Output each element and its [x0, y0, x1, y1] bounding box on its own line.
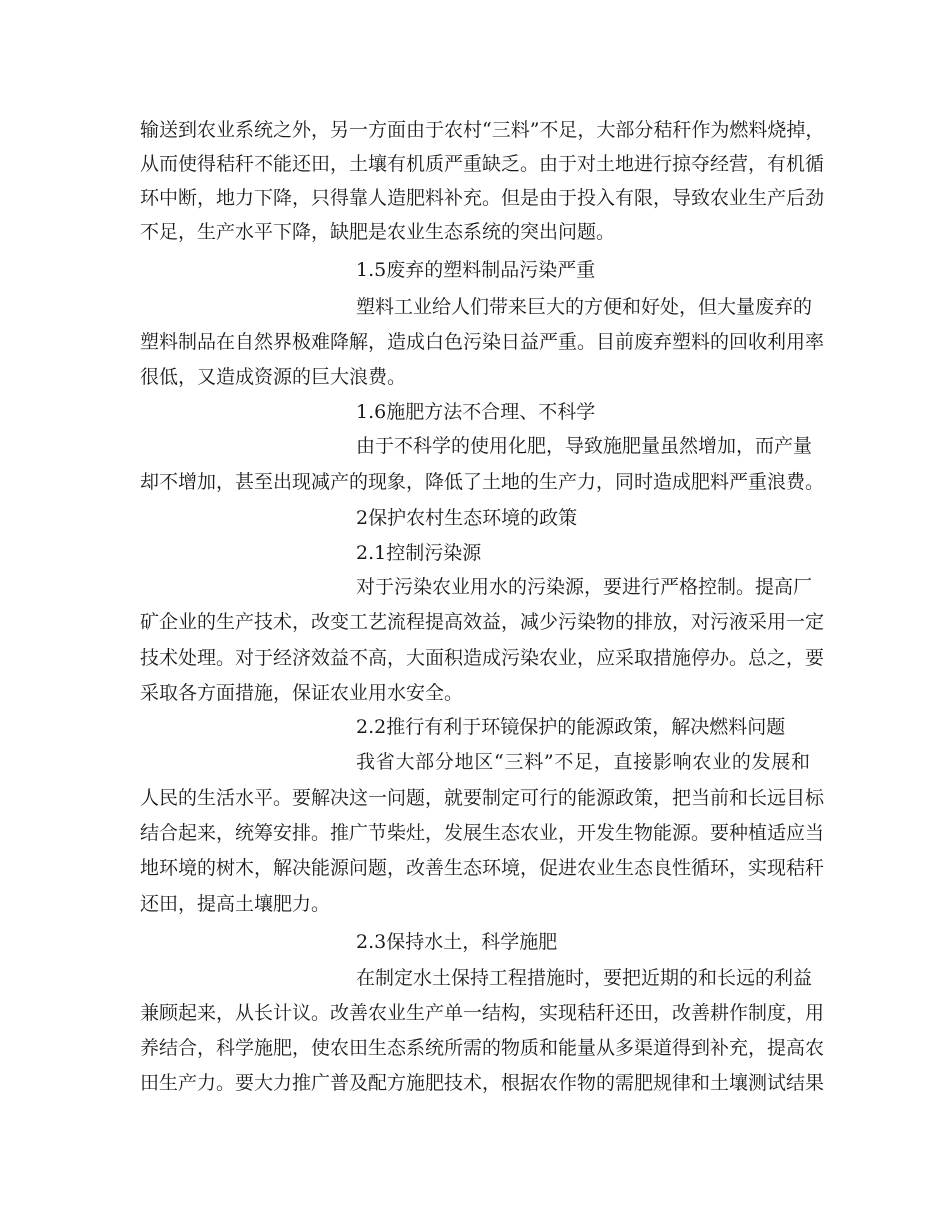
- body-line: 兼顾起来，从长计议。改善农业生产单一结构，实现秸秆还田，改善耕作制度，用: [140, 1002, 825, 1024]
- paragraph-first-line: 塑料工业给人们带来巨大的方便和好处，但大量废弃的: [356, 296, 813, 318]
- section-heading: 1.5废弃的塑料制品污染严重: [356, 259, 596, 281]
- paragraph-first-line: 由于不科学的使用化肥，导致施肥量虽然增加，而产量: [356, 435, 813, 457]
- body-line: 矿企业的生产技术，改变工艺流程提高效益，减少污染物的排放，对污液采用一定: [140, 611, 825, 633]
- section-heading: 1.6施肥方法不合理、不科学: [356, 401, 596, 423]
- body-line: 环中断，地力下降，只得靠人造肥料补充。但是由于投入有限，导致农业生产后劲: [140, 187, 825, 209]
- body-line: 却不增加，甚至出现减产的现象，降低了土地的生产力，同时造成肥料严重浪费。: [140, 471, 825, 493]
- body-line: 不足，生产水平下降，缺肥是农业生态系统的突出问题。: [140, 221, 616, 243]
- body-line: 技术处理。对于经济效益不高，大面积造成污染农业，应采取措施停办。总之，要: [140, 647, 825, 669]
- body-line: 塑料制品在自然界极难降解，造成白色污染日益严重。目前废弃塑料的回收利用率: [140, 331, 825, 353]
- body-line: 人民的生活水平。要解决这一问题，就要制定可行的能源政策，把当前和长远目标: [140, 787, 825, 809]
- body-line: 输送到农业系统之外，另一方面由于农村“三料”不足，大部分秸秆作为燃料烧掉，: [140, 119, 825, 141]
- body-line: 结合起来，统筹安排。推广节柴灶，发展生态农业，开发生物能源。要种植适应当: [140, 822, 825, 844]
- paragraph-first-line: 我省大部分地区“三料”不足，直接影响农业的发展和: [356, 751, 810, 773]
- section-heading: 2.1控制污染源: [356, 542, 482, 564]
- body-line: 地环境的树木，解决能源问题，改善生态环境，促进农业生态良性循环，实现秸秆: [140, 857, 825, 879]
- body-line: 田生产力。要大力推广普及配方施肥技术，根据农作物的需肥规律和土壤测试结果: [140, 1072, 825, 1094]
- paragraph-first-line: 在制定水土保持工程措施时，要把近期的和长远的利益: [356, 967, 813, 989]
- body-line: 采取各方面措施，保证农业用水安全。: [140, 682, 464, 704]
- body-line: 养结合，科学施肥，使农田生态系统所需的物质和能量从多渠道得到补充，提高农: [140, 1037, 825, 1059]
- chapter-heading: 2保护农村生态环境的政策: [356, 507, 578, 529]
- body-line: 很低，又造成资源的巨大浪费。: [140, 366, 407, 388]
- paragraph-first-line: 对于污染农业用水的污染源，要进行严格控制。提高厂: [356, 576, 813, 598]
- section-heading: 2.3保持水土，科学施肥: [356, 931, 558, 953]
- body-line: 从而使得秸秆不能还田，土壤有机质严重缺乏。由于对土地进行掠夺经营，有机循: [140, 153, 825, 175]
- section-heading: 2.2推行有利于环镜保护的能源政策，解决燃料问题: [356, 716, 786, 738]
- body-line: 还田，提高土壤肥力。: [140, 893, 331, 915]
